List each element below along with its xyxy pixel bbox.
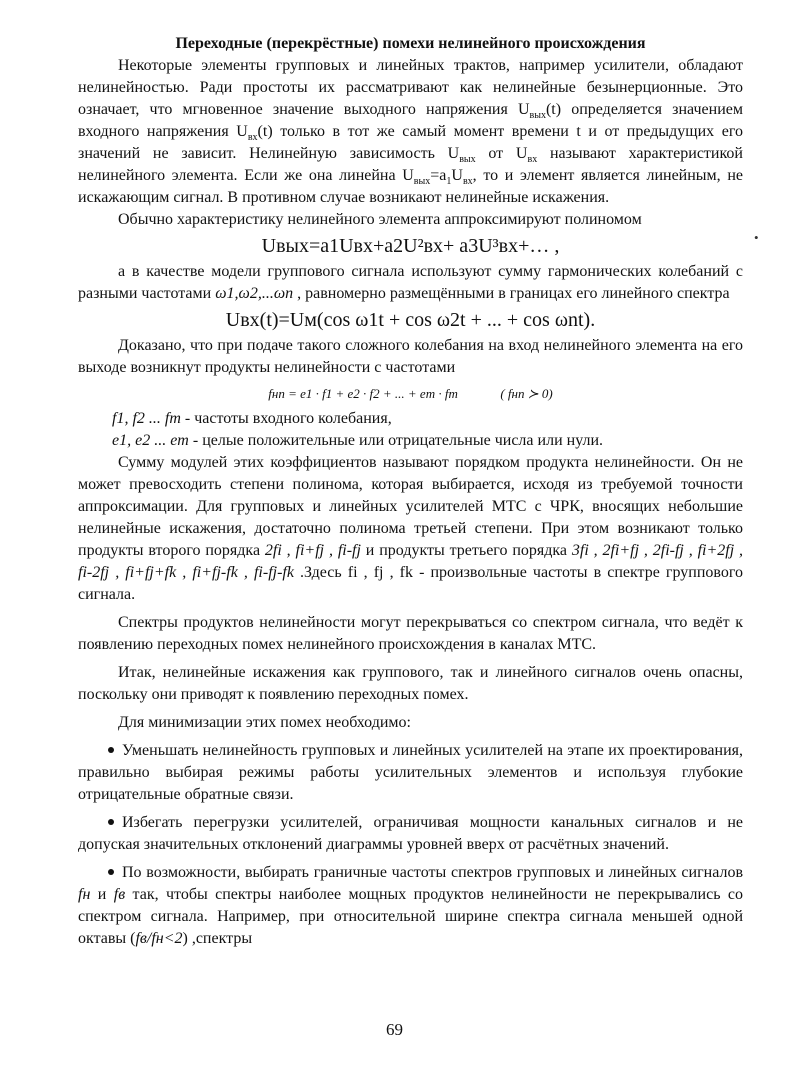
bullet-dot-icon (108, 869, 114, 875)
paragraph-group-signal-model: а в качестве модели группового сигнала используют сумму гармонических колебаний с разными частотами ω1,ω2,...ωn , равномерно размещёнными в границах его линейного спектра (78, 263, 743, 302)
formula-products-condition: ( fнп ≻ 0) (500, 386, 553, 401)
bullet-dot-icon (108, 819, 114, 825)
definition-coefficients: e1, e2 ... em - целые положительные или отрицательные числа или нули. (112, 432, 604, 449)
section-title: Переходные (перекрёстные) помехи нелинейного происхождения (175, 35, 646, 52)
paragraph-conclusion: Итак, нелинейные искажения как группового, так и линейного сигналов очень опасны, поскольку они приводят к появлению переходных помех. (78, 664, 743, 703)
bullet-dot-icon (108, 747, 114, 753)
bullet-item-2: Избегать перегрузки усилителей, ограничивая мощности канальных сигналов и не допуская значительных отклонений диаграммы уровней вверх от расчётных значений. (78, 814, 743, 853)
formula-products-expr: fнп = e1 · f1 + e2 · f2 + ... + em · fm (268, 386, 458, 401)
formula-input-signal: Uвх(t)=Uм(cos ω1t + cos ω2t + ... + cos ωnt). (225, 309, 596, 331)
paragraph-order: Сумму модулей этих коэффициентов называют порядком продукта нелинейности. Он не может превосходить степени полинома, которая выбирается, исходя из требуемой точности аппроксимации. Для групповых и линейных усилителей МТС с ЧРК, вносящих небольшие нелинейные искажения, достаточно полинома третьей степени. При этом возникают только продукты второго порядка 2fi , fi+fj , fi-fj и продукты третьего порядка 3fi , 2fi+fj , 2fi-fj , fi+2fj , fi-2fj , fi+fj+fk , fi+fj-fk , fi-fj-fk .Здесь fi , fj , fk - произвольные частоты в спектре группового сигнала. (78, 454, 744, 603)
definition-frequencies: f1, f2 ... fm - частоты входного колебания, (112, 410, 392, 427)
margin-mark: • (754, 230, 759, 245)
text-block (78, 33, 743, 950)
formula-polynomial: Uвых=a1Uвх+a2U²вх+ a3U³вх+… , (261, 235, 560, 257)
third-order-products: 3fi , 2fi+fj , 2fi-fj , fi+2fj , fi-2fj , fi+fj+fk , fi+fj-fk , fi-fj-fk (78, 542, 744, 581)
omega-set: ω1,ω2,...ωn (215, 285, 294, 302)
paragraph-minimization: Для минимизации этих помех необходимо: (118, 714, 411, 731)
page-number: 69 (386, 1020, 403, 1039)
bullet-item-3: По возможности, выбирать граничные частоты спектров групповых и линейных сигналов fн и fв так, чтобы спектры наиболее мощных продуктов нелинейности не перекрывались со спектром сигнала. Например, при относительной ширине спектра сигнала меньшей одной октавы (fв/fн<2) ,спектры (78, 864, 744, 947)
bullet-item-1: Уменьшать нелинейность групповых и линейных усилителей на этапе их проектирования, правильно выбирая режимы работы усилительных элементов и используя глубокие отрицательные обратные связи. (78, 742, 743, 803)
paragraph-spectra-overlap: Спектры продуктов нелинейности могут перекрываться со спектром сигнала, что ведёт к появлению переходных помех нелинейного происхождения в каналах МТС. (78, 614, 743, 653)
formula-products (78, 381, 743, 406)
paragraph-intro: Некоторые элементы групповых и линейных трактов, например усилители, обладают нелинейностью. Ради простоты их рассматривают как нелинейные безынерционные. Это означает, что мгновенное значение выходного напряжения $U_{вых}(t)$ определяется значением входного напряжения $U_{вх}(t)$ только в тот же самый момент времени t и от предыдущих его значений не зависит. Нелинейную зависимость $U_{вых}$ от $U_{вх}$ называют характеристикой нелинейного элемента. Если же она линейна $U_{вых}=a_1U_{вх}$, то и элемент является линейным, не искажающим сигнал. В противном случае возникают нелинейные искажения. (78, 57, 743, 206)
paragraph-proof: Доказано, что при подаче такого сложного колебания на вход нелинейного элемента на его выходе возникнут продукты нелинейности с частотами (78, 337, 743, 376)
second-order-products: 2fi , fi+fj , fi-fj (264, 542, 361, 559)
paragraph-polynomial: Обычно характеристику нелинейного элемента аппроксимируют полиномом (118, 211, 642, 228)
